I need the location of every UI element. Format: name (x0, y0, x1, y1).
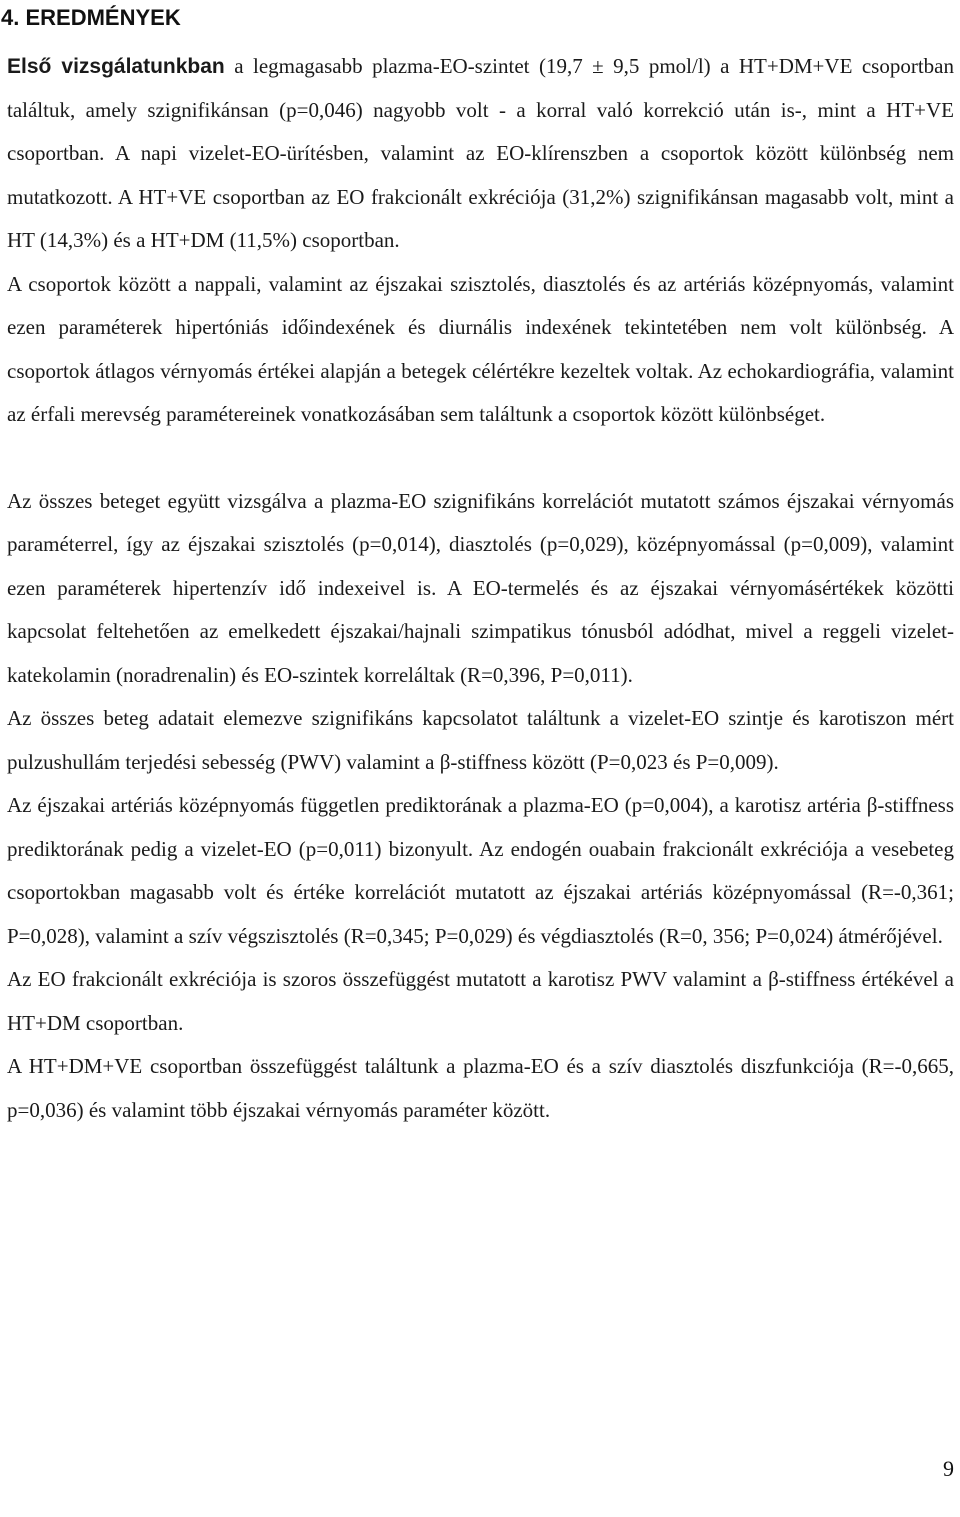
document-page (1, 0, 954, 1132)
paragraph-predictors: Az éjszakai artériás középnyomás független prediktorának a plazma-EO (p=0,004), a karotisz artéria β-stiffness prediktorának pedig a vizelet-EO (p=0,011) bizonyult. Az endogén ouabain frakcionált exkréciója a vesebeteg csoportokban magasabb volt és értéke korrelációt mutatott az éjszakai artériás középnyomással (R=-0,361; P=0,028), valamint a szív végszisztolés (R=0,345; P=0,029) és végdiasztolés (R=0, 356; P=0,024) átmérőjével. (7, 793, 954, 948)
paragraph-pwv: Az összes beteg adatait elemezve szignifikáns kapcsolatot találtunk a vizelet-EO szintje és karotiszon mért pulzushullám terjedési sebesség (PWV) valamint a β-stiffness között (P=0,023 és P=0,009). (7, 706, 954, 774)
paragraph-results-intro (7, 45, 954, 263)
paragraph-gap (7, 437, 954, 480)
paragraph-diastolic-dysfunction: A HT+DM+VE csoportban összefüggést találtunk a plazma-EO és a szív diasztolés diszfunkciója (R=-0,665, p=0,036) és valamint több éjszakai vérnyomás paraméter között. (7, 1054, 954, 1122)
section-heading: 4. EREDMÉNYEK (1, 5, 181, 30)
page-number: 9 (943, 1456, 954, 1481)
paragraph-blood-pressure: A csoportok között a nappali, valamint az éjszakai szisztolés, diasztolés és az artériás középnyomás, valamint ezen paraméterek hipertóniás időindexének és diurnális indexének tekintetében nem volt különbség. A csoportok átlagos vérnyomás értékei alapján a betegek célértékre kezeltek voltak. Az echokardiográfia, valamint az érfali merevség paramétereinek vonatkozásában sem találtunk a csoportok között különbséget. (7, 271, 954, 426)
paragraph-fractional-excretion: Az EO frakcionált exkréciója is szoros összefüggést mutatott a karotisz PWV valamint a β-stiffness értékével a HT+DM csoportban. (7, 967, 954, 1035)
paragraph-text: a legmagasabb plazma-EO-szintet (19,7 ± 9,5 pmol/l) a HT+DM+VE csoportban találtuk, amely szignifikánsan (p=0,046) nagyobb volt - a korral való korrekció után is-, mint a HT+VE csoportban. A napi vizelet-EO-ürítésben, valamint az EO-klírenszben a csoportok között különbség nem mutatkozott. A HT+VE csoportban az EO frakcionált exkréciója (31,2%) szignifikánsan magasabb volt, mint a HT (14,3%) és a HT+DM (11,5%) csoportban. (7, 54, 954, 252)
paragraph-lead: Első vizsgálatunkban (7, 55, 225, 78)
paragraph-correlation: Az összes beteget együtt vizsgálva a plazma-EO szignifikáns korrelációt mutatott számos éjszakai vérnyomás paraméterrel, így az éjszakai szisztolés (p=0,014), diasztolés (p=0,029), középnyomással (p=0,009), valamint ezen paraméterek hipertenzív idő indexeivel is. A EO-termelés és az éjszakai vérnyomásértékek közötti kapcsolat feltehetően az emelkedett éjszakai/hajnali szimpatikus tónusból adódhat, mivel a reggeli vizelet-katekolamin (noradrenalin) és EO-szintek korreláltak (R=0,396, P=0,011). (7, 488, 954, 687)
